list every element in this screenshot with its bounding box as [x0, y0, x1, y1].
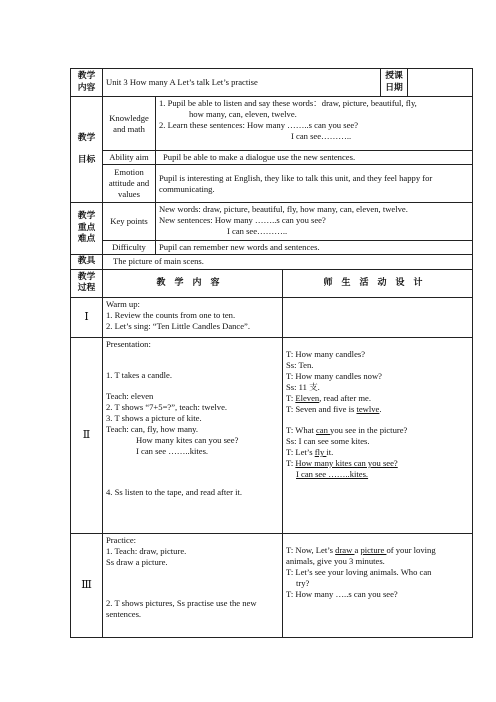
lesson-plan-table	[70, 68, 473, 638]
emotion-label: Emotion attitude and values	[103, 165, 156, 203]
step-1-content: Warm up: 1. Review the counts from one to ten. 2. Let’s sing: “Ten Little Candles Dance”.	[103, 297, 283, 337]
content-label: 教学内容	[71, 69, 103, 97]
step-2-activity: T: How many candles? Ss: Ten. T: How many candles now? Ss: 11 支. T: Eleven, read after me. T: Seven and five is tewlve. T: What can you see in the picture? Ss: I can see some kites. T: Let’s fly it. T: How many kites can you see? I can see ……..kites.	[283, 337, 473, 533]
ability-label: Ability aim	[103, 151, 156, 165]
step-2-content: Presentation: 1. T takes a candle. Teach: eleven 2. T shows “7+5=?”, teach: twelve. 3. T shows a picture of kite. Teach: can, fly, how many. How many kites can you see? I can see ……..kites. 4. Ss listen to the tape, and read after it.	[103, 337, 283, 533]
aids-text: The picture of main scens.	[103, 255, 473, 270]
difficulty-label: Difficulty	[103, 241, 156, 255]
content-header: 教学内容	[103, 269, 283, 297]
activity-header: 师生活动设计	[283, 269, 473, 297]
aids-label: 教具	[71, 255, 103, 270]
emotion-text: Pupil is interesting at English, they like to talk this unit, and they feel happy for communicating.	[156, 165, 473, 203]
key-points-text: New words: draw, picture, beautiful, fly, how many, can, eleven, twelve. New sentences: How many ……..s can you see? I can see………..	[156, 203, 473, 241]
step-3-number: Ⅲ	[71, 533, 103, 637]
process-label: 教学过程	[71, 269, 103, 297]
step-3-activity: T: Now, Let’s draw a picture of your loving animals, give you 3 minutes. T: Let’s see your loving animals. Who can try? T: How many …..s can you see?	[283, 533, 473, 637]
knowledge-label: Knowledge and math	[103, 97, 156, 151]
date-label: 授课日期	[381, 69, 408, 97]
knowledge-text: 1. Pupil be able to listen and say these words：draw, picture, beautiful, fly, how many, can, eleven, twelve. 2. Learn these sentences: How many ……..s can you see? I can see………..	[156, 97, 473, 151]
lesson-title: Unit 3 How many A Let’s talk Let’s practise	[103, 69, 381, 97]
ability-text: Pupil be able to make a dialogue use the new sentences.	[156, 151, 473, 165]
key-points-label: Key points	[103, 203, 156, 241]
step-2-number: Ⅱ	[71, 337, 103, 533]
key-difficult-label: 教学重点难点	[71, 203, 103, 255]
date-value	[408, 69, 473, 97]
difficulty-text: Pupil can remember new words and sentences.	[156, 241, 473, 255]
step-3-content: Practice: 1. Teach: draw, picture. Ss draw a picture. 2. T shows pictures, Ss practise use the new sentences.	[103, 533, 283, 637]
step-1-activity	[283, 297, 473, 337]
objectives-label: 教学 目标	[71, 97, 103, 203]
step-1-number: Ⅰ	[71, 297, 103, 337]
